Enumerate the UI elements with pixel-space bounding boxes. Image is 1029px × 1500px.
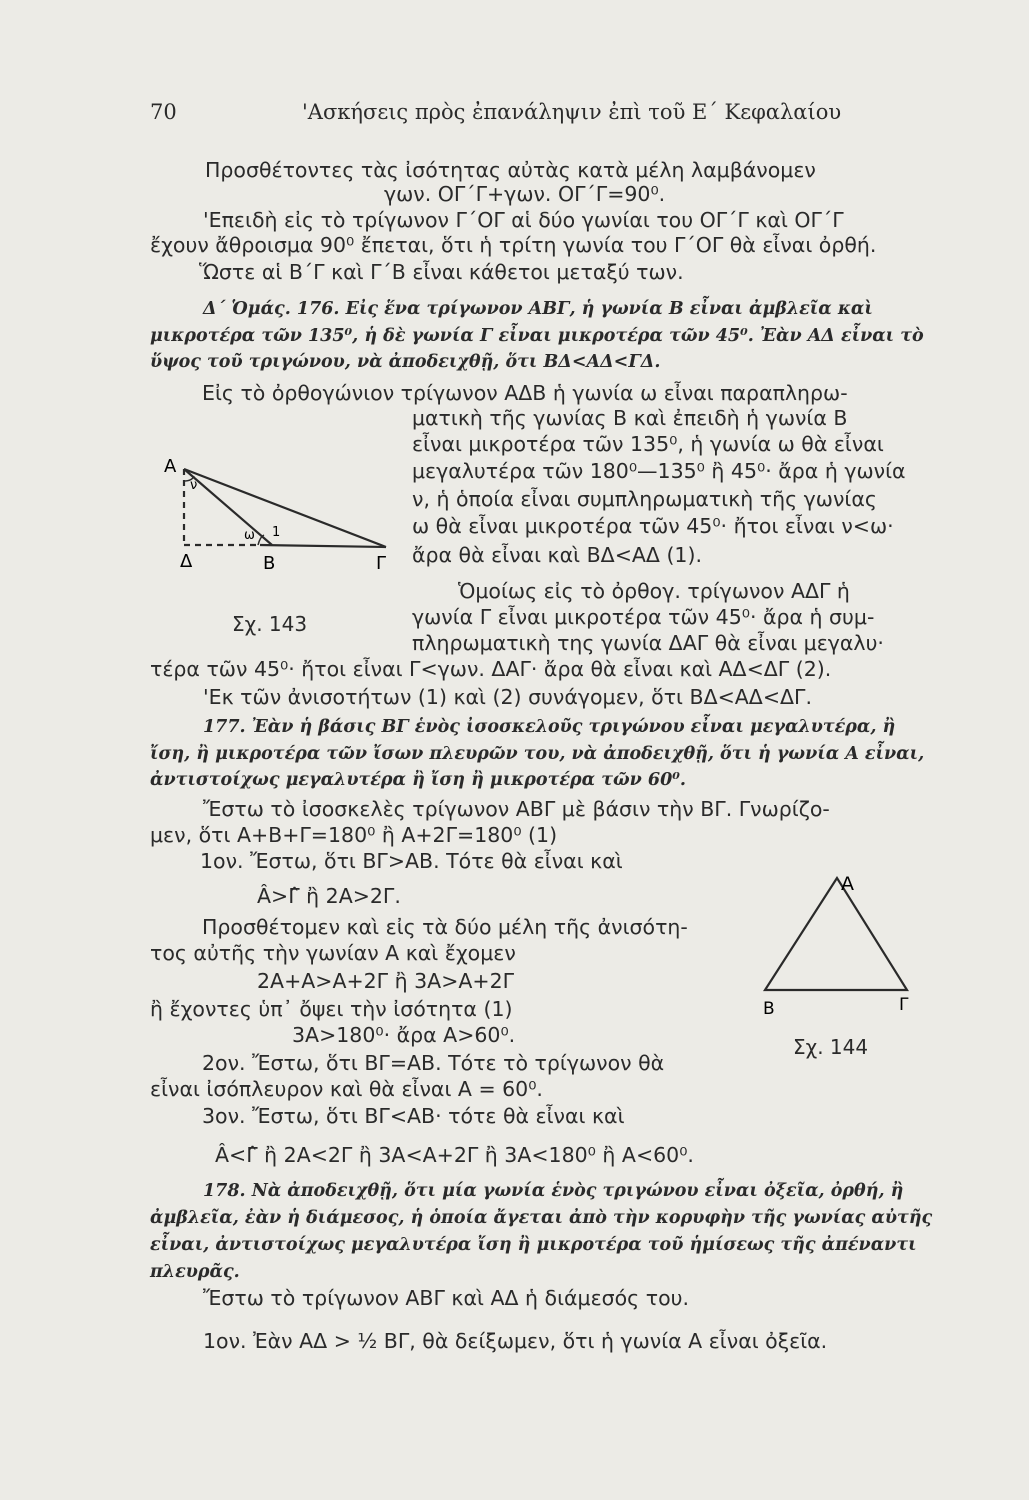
exercise-177-statement: ἀντιστοίχως μεγαλυτέρα ἢ ἴση ἢ μικροτέρα τῶν 60⁰. (150, 770, 686, 790)
formula-line: 2Α+Α>Α+2Γ ἢ 3Α>Α+2Γ (257, 969, 515, 993)
figure-144 (755, 868, 925, 1018)
text-line: εἶναι ἰσόπλευρον καὶ θὰ εἶναι Α = 60⁰. (150, 1077, 543, 1101)
figure-143-label-w: ω (244, 528, 255, 543)
figure-144-label-b: B (763, 999, 775, 1018)
text-line: μεγαλυτέρα τῶν 180⁰—135⁰ ἢ 45⁰· ἄρα ἡ γωνία (412, 459, 906, 483)
text-line: Ἔστω τὸ ἰσοσκελὲς τρίγωνον ΑΒΓ μὲ βάσιν τὴν ΒΓ. Γνωρίζο- (203, 797, 830, 821)
text-line: 3ον. Ἔστω, ὅτι ΒΓ<ΑΒ· τότε θὰ εἶναι καὶ (202, 1104, 625, 1128)
figure-143 (150, 445, 390, 580)
text-line: εἶναι μικροτέρα τῶν 135⁰, ἡ γωνία ω θὰ εἶναι (412, 432, 884, 456)
formula-line: 3Α>180⁰· ἄρα Α>60⁰. (292, 1023, 516, 1047)
figure-143-label-a: A (164, 456, 177, 477)
text-line: τέρα τῶν 45⁰· ἤτοι εἶναι Γ<γων. ΔΑΓ· ἄρα θὰ εἶναι καὶ ΑΔ<ΔΓ (2). (150, 657, 832, 681)
figure-143-caption: Σχ. 143 (232, 612, 308, 636)
text-line: ἔχουν ἄθροισμα 90⁰ ἔπεται, ὅτι ἡ τρίτη γωνία του Γ΄ΟΓ θὰ εἶναι ὀρθή. (150, 233, 877, 257)
text-line: Ὁμοίως εἰς τὸ ὀρθογ. τρίγωνον ΑΔΓ ἡ (458, 579, 850, 603)
figure-143-label-b: B (263, 553, 276, 574)
text-line: ἄρα θὰ εἶναι καὶ ΒΔ<ΑΔ (1). (412, 543, 702, 567)
formula-line: Â>Γ̂ ἢ 2Α>2Γ. (257, 884, 401, 908)
text-line: ἢ ἔχοντες ὑπ᾿ ὄψει τὴν ἰσότητα (1) (150, 997, 513, 1021)
text-line: Προσθέτοντες τὰς ἰσότητας αὐτὰς κατὰ μέλη λαμβάνομεν (205, 158, 816, 182)
page-number: 70 (150, 100, 177, 124)
exercise-178-statement: πλευρᾶς. (150, 1262, 240, 1282)
text-line: 1ον. Ἐὰν ΑΔ > ½ ΒΓ, θὰ δείξωμεν, ὅτι ἡ γωνία Α εἶναι ὀξεῖα. (203, 1329, 828, 1353)
text-line: Προσθέτομεν καὶ εἰς τὰ δύο μέλη τῆς ἀνισότη- (202, 915, 688, 939)
text-line: μεν, ὅτι Α+Β+Γ=180⁰ ἢ Α+2Γ=180⁰ (1) (150, 823, 558, 847)
figure-143-label-one: 1 (272, 525, 281, 540)
figure-143-label-v: ν (190, 478, 198, 493)
text-line: ν, ἡ ὁποία εἶναι συμπληρωματικὴ τῆς γωνίας (412, 487, 877, 511)
exercise-176-statement: ὕψος τοῦ τριγώνου, νὰ ἀποδειχθῇ, ὅτι ΒΔ<ΑΔ<ΓΔ. (150, 352, 661, 372)
figure-143-side-ag (184, 469, 386, 547)
figure-144-caption: Σχ. 144 (793, 1035, 869, 1059)
text-line: 'Επειδὴ εἰς τὸ τρίγωνον Γ΄ΟΓ αἱ δύο γωνίαι του ΟΓ΄Γ καὶ ΟΓ΄Γ (203, 208, 844, 232)
running-title: 'Ασκήσεις πρὸς ἐπανάληψιν ἐπὶ τοῦ Ε΄ Κεφαλαίου (302, 100, 842, 124)
text-line: ματικὴ τῆς γωνίας Β καὶ ἐπειδὴ ἡ γωνία Β (412, 406, 848, 430)
figure-144-triangle (765, 878, 907, 990)
text-line: Ἔστω τὸ τρίγωνον ΑΒΓ καὶ ΑΔ ἡ διάμεσός του. (203, 1286, 689, 1310)
exercise-178-statement: ἀμβλεῖα, ἐὰν ἡ διάμεσος, ἡ ὁποία ἄγεται ἀπὸ τὴν κορυφὴν τῆς γωνίας αὐτῆς (150, 1208, 933, 1228)
text-line: γων. ΟΓ΄Γ+γων. ΟΓ΄Γ=90⁰. (384, 182, 666, 206)
figure-143-label-d: Δ (180, 551, 193, 572)
text-line: πληρωματικὴ της γωνία ΔΑΓ θὰ εἶναι μεγαλυ· (412, 631, 884, 655)
exercise-176-statement: Δ΄ Ὁμάς. 176. Εἰς ἕνα τρίγωνον ΑΒΓ, ἡ γωνία Β εἶναι ἀμβλεῖα καὶ (203, 299, 873, 319)
figure-144-label-g: Γ (899, 995, 909, 1015)
exercise-176-statement: μικροτέρα τῶν 135⁰, ἡ δὲ γωνία Γ εἶναι μικροτέρα τῶν 45⁰. Ἐὰν ΑΔ εἶναι τὸ (150, 326, 924, 346)
text-line: Εἰς τὸ ὀρθογώνιον τρίγωνον ΑΔΒ ἡ γωνία ω εἶναι παραπληρω- (202, 381, 848, 405)
text-line: τος αὐτῆς τὴν γωνίαν Α καὶ ἔχομεν (150, 941, 516, 965)
formula-line: Â<Γ̂ ἢ 2Α<2Γ ἢ 3Α<Α+2Γ ἢ 3Α<180⁰ ἢ Α<60⁰. (215, 1143, 694, 1167)
figure-144-label-a: A (841, 873, 854, 895)
text-line: γωνία Γ εἶναι μικροτέρα τῶν 45⁰· ἄρα ἡ συμ- (412, 605, 875, 629)
exercise-178-statement: εἶναι, ἀντιστοίχως μεγαλυτέρα ἴση ἢ μικροτέρα τοῦ ἡμίσεως τῆς ἀπέναντι (150, 1235, 917, 1255)
exercise-177-statement: ἴση, ἢ μικροτέρα τῶν ἴσων πλευρῶν του, νὰ ἀποδειχθῇ, ὅτι ἡ γωνία Α εἶναι, (150, 744, 925, 764)
text-line: 'Εκ τῶν ἀνισοτήτων (1) καὶ (2) συνάγομεν, ὅτι ΒΔ<ΑΔ<ΔΓ. (203, 685, 812, 709)
figure-143-label-g: Γ (376, 553, 387, 574)
figure-143-side-bg (260, 545, 386, 547)
exercise-178-statement: 178. Νὰ ἀποδειχθῇ, ὅτι μία γωνία ἑνὸς τριγώνου εἶναι ὀξεῖα, ὀρθή, ἢ (203, 1181, 904, 1201)
text-line: Ὥστε αἱ Β΄Γ καὶ Γ΄Β εἶναι κάθετοι μεταξύ των. (199, 260, 684, 284)
text-line: ω θὰ εἶναι μικροτέρα τῶν 45⁰· ἤτοι εἶναι ν<ω· (412, 514, 894, 538)
exercise-177-statement: 177. Ἐὰν ἡ βάσις ΒΓ ἑνὸς ἰσοσκελοῦς τριγώνου εἶναι μεγαλυτέρα, ἢ (203, 717, 896, 737)
text-line: 2ον. Ἔστω, ὅτι ΒΓ=ΑΒ. Τότε τὸ τρίγωνον θὰ (202, 1051, 665, 1075)
text-line: 1ον. Ἔστω, ὅτι ΒΓ>ΑΒ. Τότε θὰ εἶναι καὶ (200, 849, 623, 873)
